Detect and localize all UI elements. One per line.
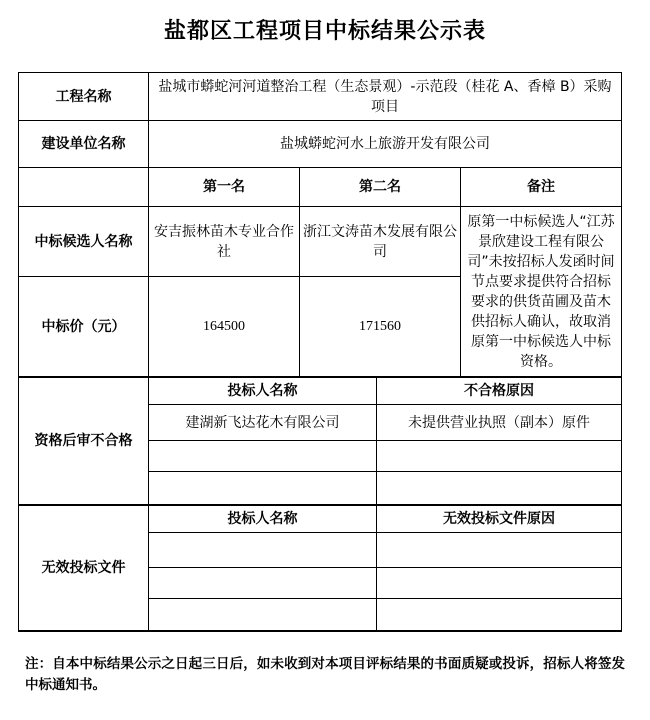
disqualified-reason-header: 不合格原因 <box>377 378 621 405</box>
disqualified-bidder-cell <box>149 441 377 472</box>
invalid-reason-cell <box>377 568 621 599</box>
table-row <box>149 472 621 504</box>
invalid-bids-label: 无效投标文件 <box>19 506 149 630</box>
disqualified-label: 资格后审不合格 <box>19 378 149 504</box>
project-name-label: 工程名称 <box>19 73 149 121</box>
owner-label: 建设单位名称 <box>19 121 149 168</box>
owner-value: 盐城蟒蛇河水上旅游开发有限公司 <box>149 121 621 168</box>
project-name-row <box>19 73 621 121</box>
invalid-bidder-cell <box>149 568 377 599</box>
invalid-bidder-cell <box>149 599 377 630</box>
invalid-bidder-cell <box>149 533 377 568</box>
rank2-column <box>300 168 461 376</box>
invalid-reason-cell <box>377 599 621 630</box>
footer-note: 注：自本中标结果公示之日起三日后，如未收到对本项目评标结果的书面质疑或投诉，招标人将签发中标通知书。 <box>25 656 625 693</box>
table-row <box>149 568 621 599</box>
table-row <box>149 533 621 568</box>
disqualified-bidder-header: 投标人名称 <box>149 378 377 405</box>
remark-header: 备注 <box>461 168 621 207</box>
rank2-candidate-name: 浙江文涛苗木发展有限公司 <box>300 207 461 277</box>
candidates-block <box>19 168 621 376</box>
rank1-candidate-name: 安吉振林苗木专业合作社 <box>149 207 300 277</box>
rank1-header: 第一名 <box>149 168 300 207</box>
table-row <box>149 599 621 630</box>
invalid-reason-cell <box>377 533 621 568</box>
remark-column <box>461 168 621 376</box>
disqualified-bidder-cell: 建湖新飞达花木有限公司 <box>149 405 377 441</box>
invalid-reason-header: 无效投标文件原因 <box>377 506 621 533</box>
rank1-bid-price: 164500 <box>149 277 300 376</box>
disqualified-section <box>19 376 621 504</box>
disqualified-reason-cell: 未提供营业执照（副本）原件 <box>377 405 621 441</box>
bid-price-label: 中标价（元） <box>19 277 149 376</box>
disqualified-grid <box>149 378 621 504</box>
rank2-header: 第二名 <box>300 168 461 207</box>
owner-row <box>19 121 621 168</box>
table-row <box>149 405 621 441</box>
page-title: 盐都区工程项目中标结果公示表 <box>163 19 486 44</box>
rank1-column <box>149 168 300 376</box>
bid-result-table <box>18 72 622 632</box>
candidate-name-label: 中标候选人名称 <box>19 207 149 277</box>
candidates-label-column <box>19 168 149 376</box>
project-name-value: 盐城市蟒蛇河河道整治工程（生态景观）-示范段（桂花 A、香樟 B）采购项目 <box>149 73 621 121</box>
disqualified-bidder-cell <box>149 472 377 504</box>
rank2-bid-price: 171560 <box>300 277 461 376</box>
disqualified-reason-cell <box>377 441 621 472</box>
empty-corner-cell <box>19 168 149 207</box>
invalid-bids-section <box>19 504 621 630</box>
remark-text: 原第一中标候选人“江苏景欣建设工程有限公司”未按招标人发函时间节点要求提供符合招标要求的供货苗圃及苗木供招标人确认，故取消原第一中标候选人中标资格。 <box>467 213 615 370</box>
table-row <box>149 441 621 472</box>
invalid-bidder-header: 投标人名称 <box>149 506 377 533</box>
invalid-bids-grid <box>149 506 621 630</box>
disqualified-reason-cell <box>377 472 621 504</box>
